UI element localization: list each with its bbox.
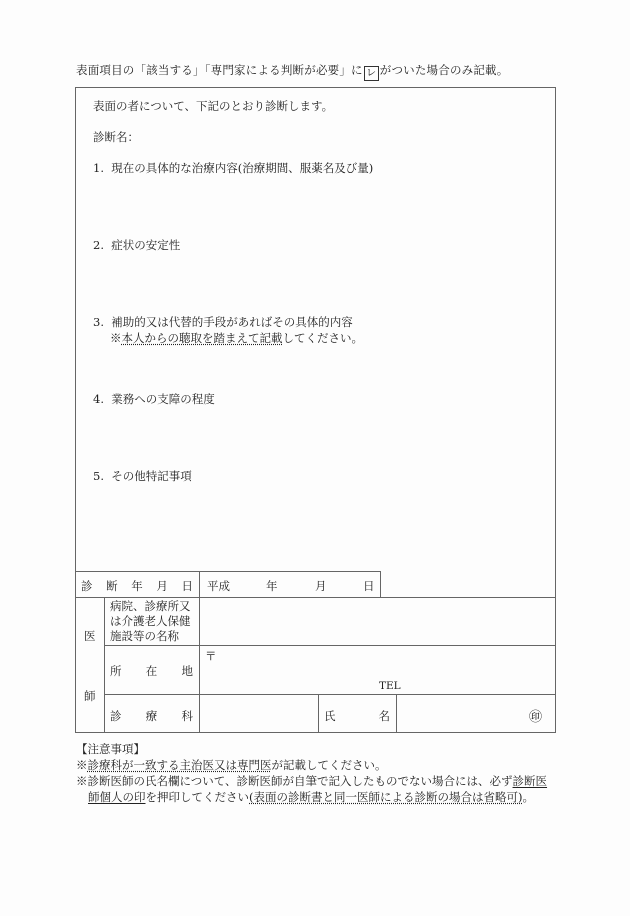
tel-label: TEL xyxy=(379,680,401,692)
item-label: その他特記事項 xyxy=(111,469,192,483)
facility-name-label: 病院、診療所又 は介護老人保健 施設等の名称 xyxy=(110,599,191,643)
date-era: 平成 xyxy=(207,579,230,593)
item-3 xyxy=(93,314,353,330)
note-underlined: 本人からの聴取を踏まえて記載 xyxy=(121,331,283,345)
date-row-right-border xyxy=(380,571,381,597)
checkmark-box-icon: レ xyxy=(364,66,379,81)
name-label: 氏 名 xyxy=(324,709,390,723)
address-label: 所 在 地 xyxy=(110,664,193,678)
postal-mark-icon: 〒 xyxy=(205,649,217,663)
note-suffix: してください。 xyxy=(282,331,363,345)
diagnosis-date-label: 診 断 年 月 日 xyxy=(81,579,193,593)
doctor-side-divider xyxy=(104,597,105,733)
date-row-top-border xyxy=(75,571,380,572)
department-field[interactable] xyxy=(200,695,318,733)
notes-line-2: ※診断医師の氏名欄について、診断医師が自筆で記入したものでない場合には、必ず診断医 xyxy=(76,774,548,788)
item-3-note xyxy=(110,330,363,346)
item-number: 2. xyxy=(93,238,104,252)
intro-text: 表面の者について、下記のとおり診断します。 xyxy=(93,99,334,113)
item-label: 補助的又は代替的手段があればその具体的内容 xyxy=(111,315,353,329)
department-label: 診 療 科 xyxy=(110,709,193,723)
item-label: 現在の具体的な治療内容(治療期間、服薬名及び量) xyxy=(111,161,374,175)
item-number: 5. xyxy=(93,469,104,483)
seal-icon: ㊞ xyxy=(529,710,543,725)
notes-line-1: ※診療科が一致する主治医又は専門医が記載してください。 xyxy=(76,758,387,772)
item-2 xyxy=(93,237,180,253)
date-year-field[interactable]: 年 xyxy=(266,579,278,593)
address-field[interactable] xyxy=(200,646,556,694)
notes-title: 【注意事項】 xyxy=(76,742,145,756)
department-name-divider xyxy=(318,694,319,733)
item-4 xyxy=(93,391,215,407)
date-day-field[interactable]: 日 xyxy=(363,579,375,593)
note-prefix: ※ xyxy=(110,331,122,345)
heading-pre: 表面項目の「該当する」「専門家による判断が必要」に xyxy=(76,63,363,77)
item-5 xyxy=(93,468,192,484)
form-instruction-heading xyxy=(76,62,508,81)
item-number: 3. xyxy=(93,315,104,329)
item-number: 4. xyxy=(93,392,104,406)
date-month-field[interactable]: 月 xyxy=(315,579,327,593)
item-label: 症状の安定性 xyxy=(111,238,181,252)
heading-post: がついた場合のみ記載。 xyxy=(379,63,509,77)
notes-line-3: 師個人の印を押印してください(表面の診断書と同一医師による診断の場合は省略可)。 xyxy=(88,790,534,804)
facility-name-field[interactable] xyxy=(200,598,556,645)
item-number: 1. xyxy=(93,161,104,175)
diagnosis-name-label: 診断名： xyxy=(93,130,139,144)
doctor-side-label-top: 医 xyxy=(84,629,96,643)
item-1 xyxy=(93,160,373,176)
doctor-side-label-bottom: 師 xyxy=(84,689,96,703)
item-label: 業務への支障の程度 xyxy=(111,392,215,406)
